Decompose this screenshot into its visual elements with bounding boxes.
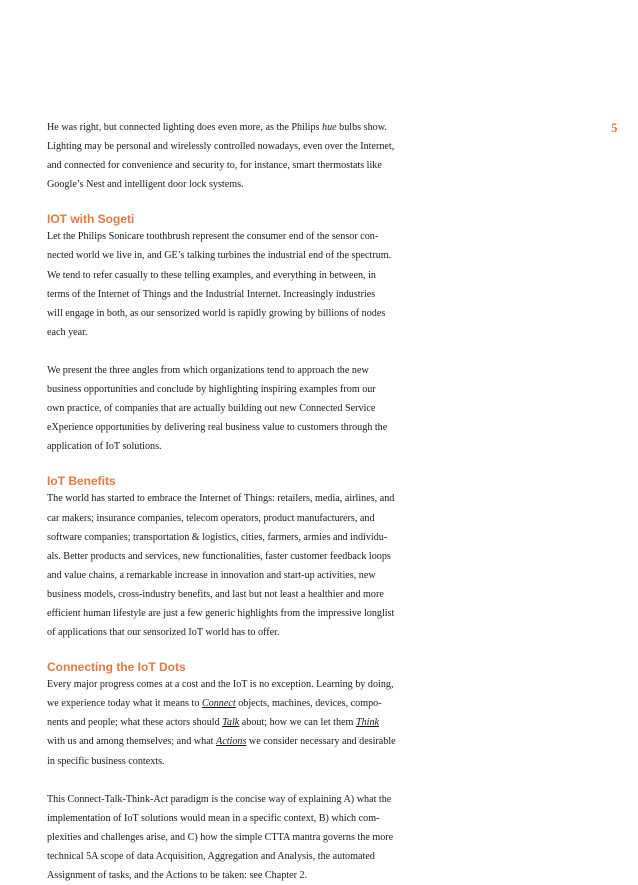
text-line — [47, 732, 437, 751]
text-line: Let the Philips Sonicare toothbrush represent the consumer end of the sensor con- — [47, 231, 379, 243]
text-run: we experience today what it means to — [47, 698, 202, 710]
text-line: This Connect-Talk-Think-Act paradigm is the concise way of explaining A) what the — [47, 793, 392, 805]
benefits-paragraph — [47, 489, 437, 642]
text-run: about; how we can let them — [239, 717, 356, 729]
text-line: car makers; insurance companies, telecom operators, product manufacturers, and — [47, 512, 375, 524]
text-run: nents and people; what these actors should — [47, 717, 223, 729]
text-run: we consider necessary and desirable — [246, 736, 396, 748]
text-line: business opportunities and conclude by highlighting inspiring examples from our — [47, 384, 376, 396]
text-run: with us and among themselves; and what — [47, 736, 217, 748]
text-run: He was right, but connected lighting does even more, as the Philips — [47, 122, 323, 133]
intro-paragraph — [47, 118, 437, 194]
hue-italic: hue — [322, 122, 337, 133]
text-line: Assignment of tasks, and the Actions to be taken: see Chapter 2. — [47, 870, 308, 881]
text-line: application of IoT solutions. — [47, 441, 162, 453]
talk-emphasis: Talk — [222, 717, 240, 729]
text-line: nected world we live in, and GE’s talking turbines the industrial end of the spectrum. — [47, 250, 392, 262]
text-line: will engage in both, as our sensorized world is rapidly growing by billions of nodes — [47, 307, 386, 319]
text-line: We present the three angles from which organizations tend to approach the new — [47, 364, 369, 376]
text-line — [47, 694, 437, 713]
text-line: business models, cross-industry benefits, and last but not least a healthier and more — [47, 588, 384, 600]
think-emphasis: Think — [355, 717, 380, 729]
heading-iot-with-sogeti: IOT with Sogeti — [47, 212, 135, 227]
sogeti-paragraph-2 — [47, 361, 437, 456]
text-line: software companies; transportation & logistics, cities, farmers, armies and individu- — [47, 531, 388, 543]
text-line: plexities and challenges arise, and C) how the simple CTTA mantra governs the more — [47, 831, 394, 843]
text-run: objects, machines, devices, compo- — [235, 698, 382, 710]
text-line — [47, 713, 437, 732]
connecting-paragraph-1 — [47, 675, 437, 770]
text-line: efficient human lifestyle are just a few generic highlights from the impressive longlist — [47, 607, 395, 619]
text-line: each year. — [47, 326, 88, 338]
text-line — [47, 118, 437, 137]
text-line: technical 5A scope of data Acquisition, Aggregation and Analysis, the automated — [47, 850, 375, 862]
text-line: implementation of IoT solutions would mean in a specific context, B) which com- — [47, 812, 380, 824]
text-line: in specific business contexts. — [47, 755, 165, 767]
text-line: Google’s Nest and intelligent door lock systems. — [47, 179, 244, 191]
text-line: and value chains, a remarkable increase in innovation and start-up activities, new — [47, 569, 376, 581]
page-number: 5 — [611, 120, 618, 135]
actions-emphasis: Actions — [216, 736, 247, 748]
text-line: The world has started to embrace the Internet of Things: retailers, media, airlines, and — [47, 493, 395, 505]
text-line: als. Better products and services, new functionalities, faster customer feedback loops — [47, 550, 391, 562]
text-line: and connected for convenience and security to, for instance, smart thermostats like — [47, 160, 382, 172]
document-body — [47, 118, 437, 885]
connect-emphasis: Connect — [201, 698, 236, 710]
text-run: bulbs show. — [336, 122, 387, 133]
text-line: Lighting may be personal and wirelessly controlled nowadays, even over the Internet, — [47, 141, 395, 153]
heading-iot-benefits: IoT Benefits — [47, 474, 116, 489]
text-line: Every major progress comes at a cost and the IoT is no exception. Learning by doing, — [47, 679, 394, 691]
text-line: We tend to refer casually to these telling examples, and everything in between, in — [47, 269, 376, 281]
text-line: of applications that our sensorized IoT world has to offer. — [47, 627, 280, 639]
text-line: own practice, of companies that are actually building out new Connected Service — [47, 403, 376, 415]
text-line: terms of the Internet of Things and the Industrial Internet. Increasingly industries — [47, 288, 376, 300]
sogeti-paragraph-1 — [47, 227, 437, 342]
heading-connecting-the-iot-dots: Connecting the IoT Dots — [47, 660, 186, 675]
connecting-paragraph-2 — [47, 790, 437, 885]
text-line: eXperience opportunities by delivering real business value to customers through the — [47, 422, 388, 434]
